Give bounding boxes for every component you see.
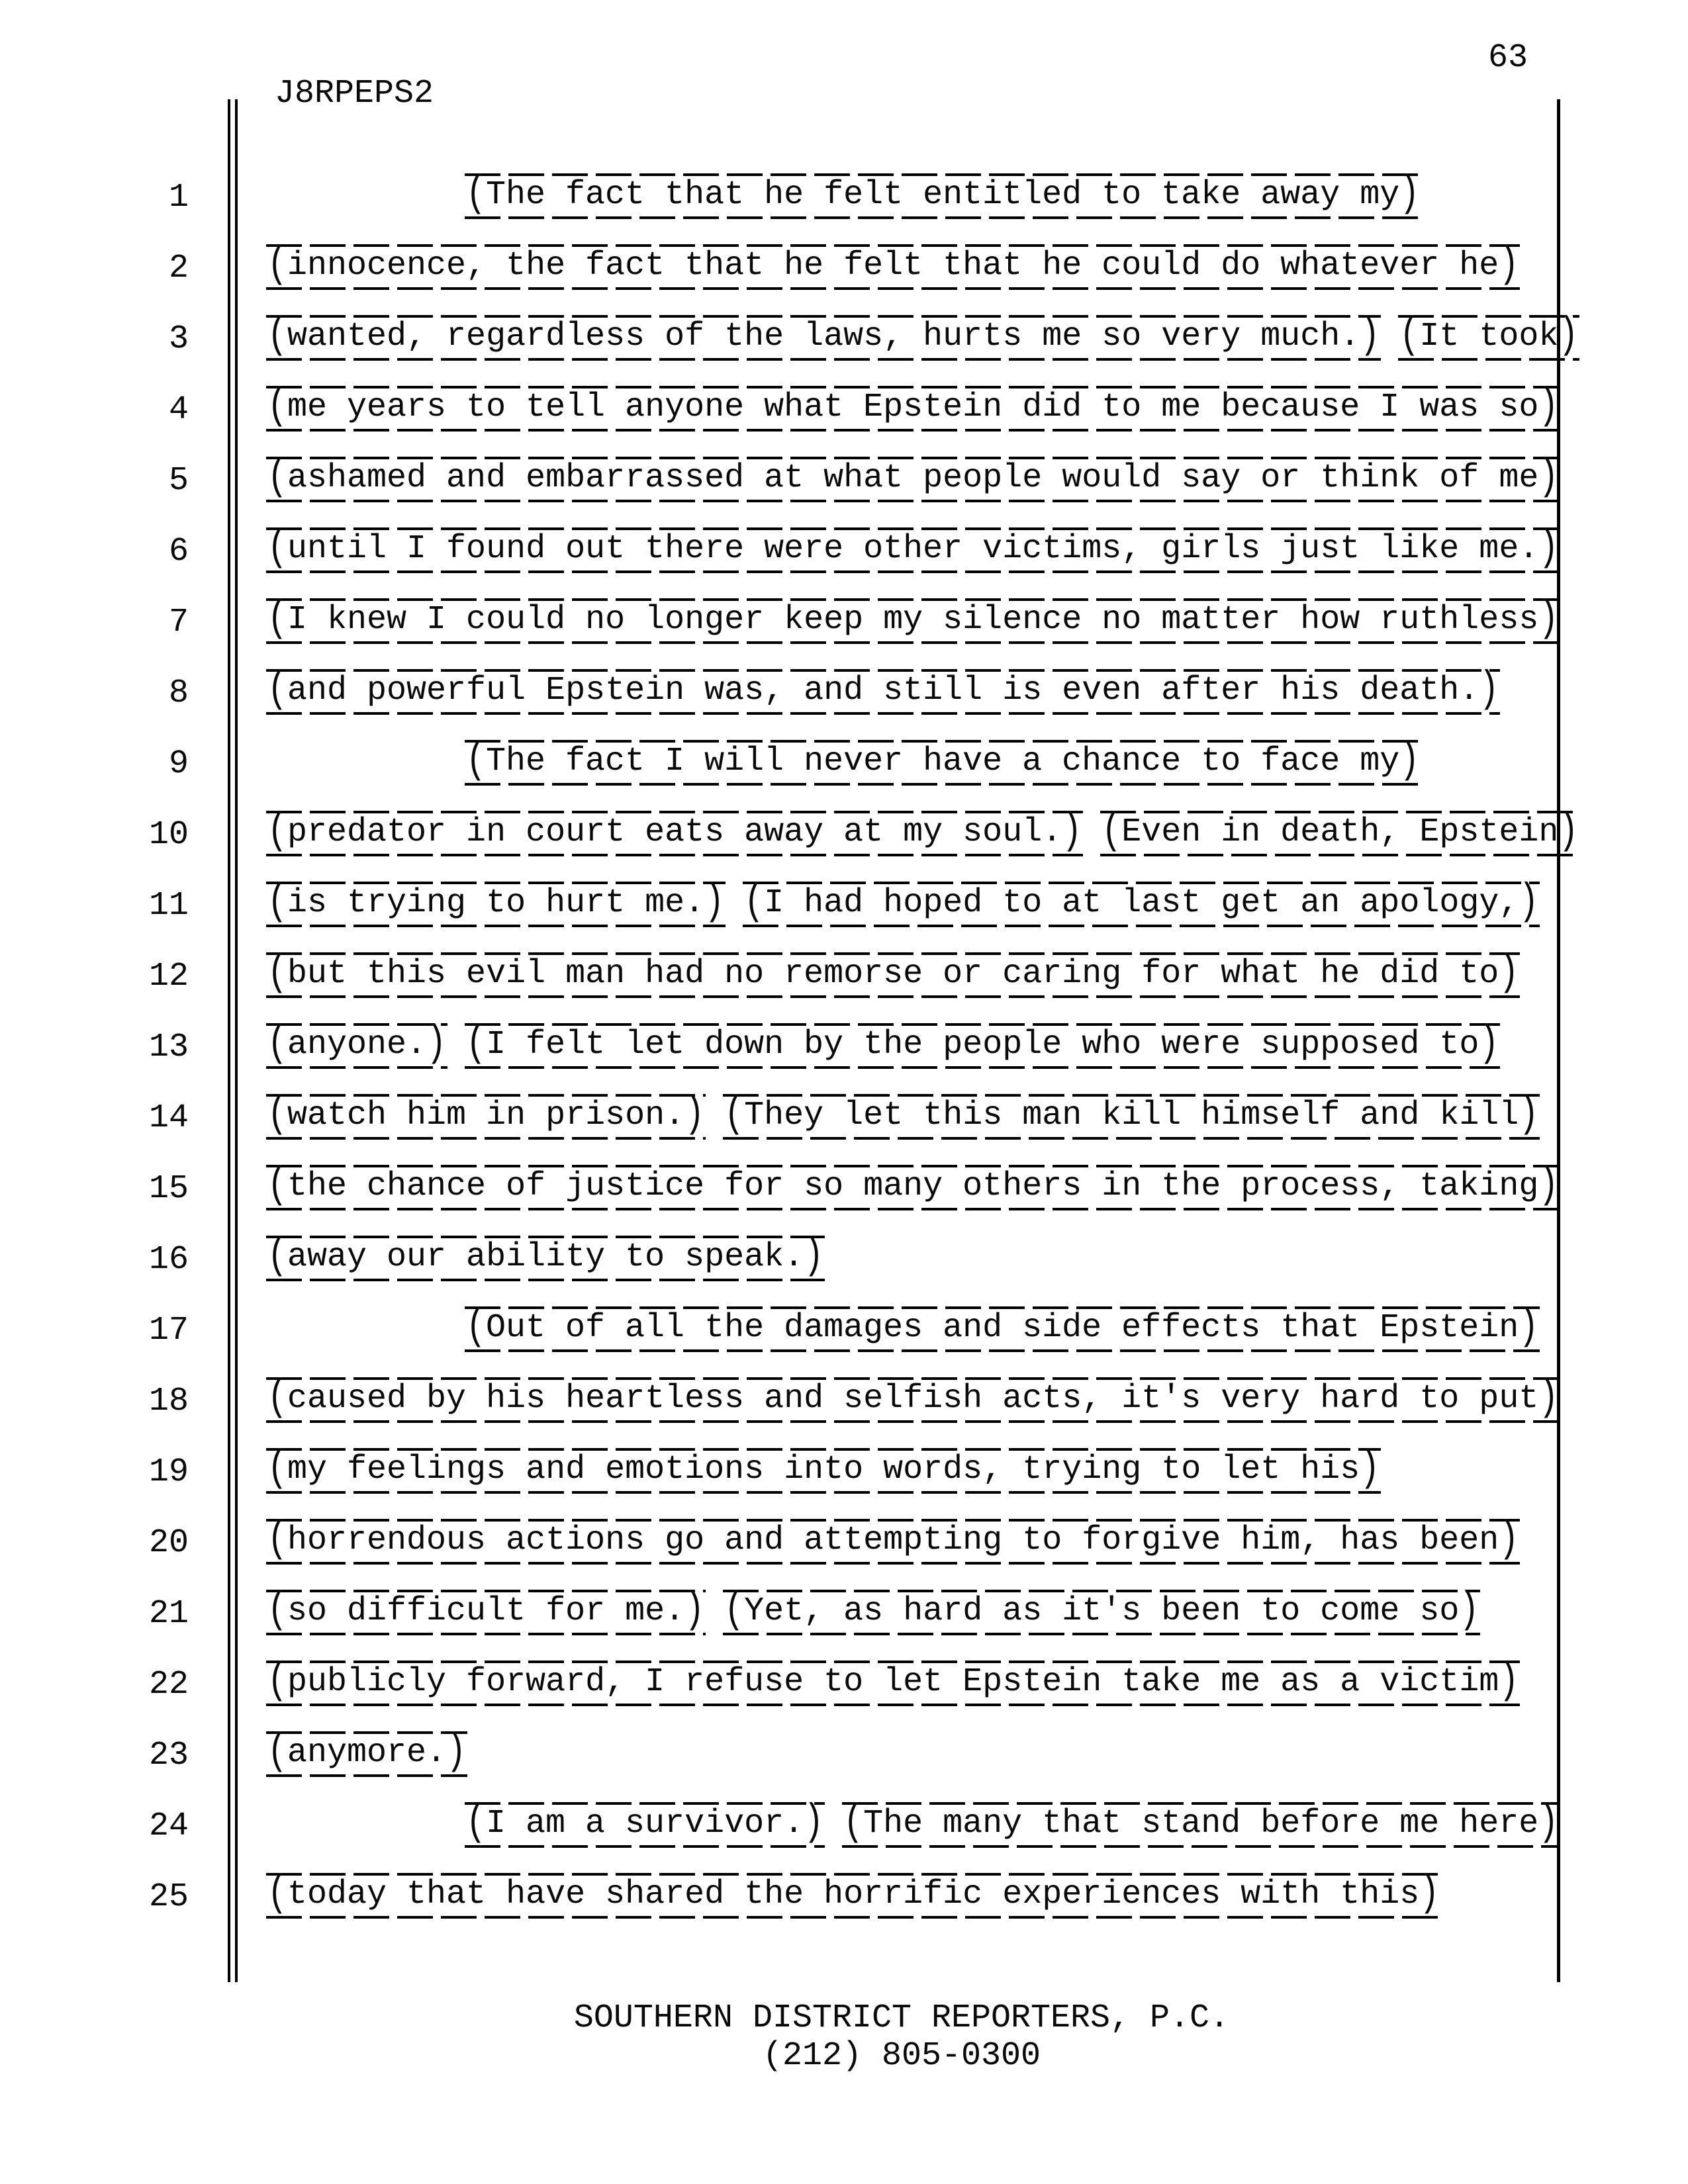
close-paren: ) — [1499, 1656, 1519, 1707]
underlined-passage — [266, 381, 1560, 432]
underlined-passage — [266, 1019, 447, 1069]
passage-text: I knew I could no longer keep my silence no matter how ruthless — [287, 601, 1539, 639]
reporter-footer — [266, 1999, 1537, 2075]
line-number: 1 — [168, 179, 189, 216]
underlined-passage — [266, 806, 1083, 857]
passage-text: The fact I will never have a chance to face my — [486, 743, 1400, 780]
line-text — [266, 1585, 1480, 1636]
open-paren: ( — [267, 664, 288, 715]
line-text — [465, 1797, 1560, 1848]
passage-text: the chance of justice for so many others in the process, taking — [287, 1167, 1539, 1205]
open-paren: ( — [466, 1302, 487, 1353]
passage-text: Yet, as hard as it's been to come so — [744, 1592, 1460, 1630]
open-paren: ( — [466, 735, 487, 786]
close-paren: ) — [1399, 735, 1420, 786]
underlined-passage — [266, 1160, 1560, 1211]
open-paren: ( — [267, 310, 288, 361]
line-text — [266, 1019, 1500, 1069]
underlined-passage — [266, 1656, 1520, 1707]
underlined-passage — [266, 1727, 467, 1778]
line-text — [266, 523, 1560, 574]
line-text — [266, 1656, 1520, 1707]
line-text — [266, 594, 1560, 645]
line-text — [465, 735, 1421, 786]
line-text — [266, 1160, 1560, 1211]
close-paren: ) — [1499, 240, 1519, 291]
passage-text: anyone. — [287, 1026, 427, 1064]
underlined-passage — [723, 1585, 1480, 1636]
line-number: 6 — [168, 533, 189, 570]
line-number: 12 — [148, 958, 189, 995]
line-number: 10 — [148, 816, 189, 854]
underlined-passage — [266, 1443, 1381, 1494]
open-paren: ( — [267, 1160, 288, 1211]
close-paren: ) — [1479, 664, 1499, 715]
open-paren: ( — [267, 1727, 288, 1778]
open-paren: ( — [744, 877, 765, 928]
underlined-passage — [266, 1868, 1440, 1919]
underlined-passage — [266, 1373, 1560, 1424]
line-number: 22 — [148, 1666, 189, 1704]
underlined-passage — [266, 523, 1560, 574]
line-text — [266, 1727, 467, 1778]
line-text — [266, 948, 1520, 999]
close-paren: ) — [1538, 1797, 1559, 1848]
reporter-phone: (212) 805-0300 — [762, 2037, 1041, 2075]
passage-text: me years to tell anyone what Epstein did to me because I was so — [287, 388, 1539, 426]
close-paren: ) — [704, 877, 725, 928]
passage-text: wanted, regardless of the laws, hurts me so very much. — [287, 318, 1360, 355]
close-paren: ) — [684, 1585, 705, 1636]
line-text — [266, 664, 1500, 715]
line-number: 14 — [148, 1099, 189, 1137]
passage-text: Out of all the damages and side effects that Epstein — [486, 1309, 1519, 1347]
close-paren: ) — [1519, 1302, 1539, 1353]
underlined-passage — [266, 594, 1560, 645]
passage-text: It took — [1419, 318, 1559, 355]
underlined-passage — [266, 452, 1560, 503]
underlined-passage — [1100, 806, 1579, 857]
close-paren: ) — [1538, 1373, 1559, 1424]
line-number: 11 — [148, 887, 189, 925]
reporter-name: SOUTHERN DISTRICT REPORTERS, P.C. — [573, 1999, 1230, 2037]
line-text — [266, 1868, 1440, 1919]
passage-text: anymore. — [287, 1734, 447, 1772]
underlined-passage — [842, 1797, 1560, 1848]
underlined-passage — [266, 310, 1381, 361]
passage-text: away our ability to speak. — [287, 1238, 804, 1276]
open-paren: ( — [1102, 806, 1122, 857]
close-paren: ) — [1419, 1868, 1440, 1919]
page-number: 63 — [1488, 39, 1528, 77]
open-paren: ( — [267, 1585, 288, 1636]
passage-text: predator in court eats away at my soul. — [287, 813, 1062, 851]
passage-text: my feelings and emotions into words, trying to let his — [287, 1451, 1360, 1488]
underlined-passage — [266, 877, 726, 928]
close-paren: ) — [1538, 452, 1559, 503]
open-paren: ( — [267, 523, 288, 574]
passage-text: I had hoped to at last get an apology, — [764, 884, 1519, 922]
line-number: 4 — [168, 391, 189, 429]
underlined-passage — [465, 1797, 825, 1848]
close-paren: ) — [804, 1231, 824, 1282]
close-paren: ) — [1519, 877, 1539, 928]
open-paren: ( — [267, 1373, 288, 1424]
underlined-passage — [266, 664, 1500, 715]
line-number: 2 — [168, 250, 189, 287]
open-paren: ( — [1399, 310, 1420, 361]
open-paren: ( — [267, 1656, 288, 1707]
line-number: 15 — [148, 1170, 189, 1208]
line-number: 25 — [148, 1878, 189, 1916]
underlined-passage — [266, 1585, 706, 1636]
line-number: 19 — [148, 1453, 189, 1491]
passage-text: horrendous actions go and attempting to forgive him, has been — [287, 1522, 1499, 1559]
passage-text: caused by his heartless and selfish acts, it's very hard to put — [287, 1380, 1539, 1418]
close-paren: ) — [1558, 806, 1579, 857]
passage-text: innocence, the fact that he felt that he could do whatever he — [287, 247, 1499, 285]
open-paren: ( — [267, 1019, 288, 1069]
close-paren: ) — [1499, 1514, 1519, 1565]
open-paren: ( — [267, 240, 288, 291]
open-paren: ( — [724, 1089, 745, 1140]
line-text — [465, 1302, 1540, 1353]
close-paren: ) — [1479, 1019, 1499, 1069]
line-text — [266, 381, 1560, 432]
close-paren: ) — [684, 1089, 705, 1140]
line-number: 3 — [168, 320, 189, 358]
passage-text: watch him in prison. — [287, 1097, 685, 1134]
open-paren: ( — [843, 1797, 864, 1848]
passage-text: Even in death, Epstein — [1121, 813, 1559, 851]
open-paren: ( — [267, 452, 288, 503]
line-number: 21 — [148, 1595, 189, 1633]
line-number: 7 — [168, 604, 189, 641]
line-number: 13 — [148, 1028, 189, 1066]
open-paren: ( — [267, 1231, 288, 1282]
line-text — [266, 1443, 1381, 1494]
underlined-passage — [266, 1089, 706, 1140]
passage-text: They let this man kill himself and kill — [744, 1097, 1519, 1134]
passage-text: ashamed and embarrassed at what people would say or think of me — [287, 459, 1539, 497]
passage-text: The fact that he felt entitled to take away my — [486, 176, 1400, 214]
open-paren: ( — [267, 594, 288, 645]
close-paren: ) — [1538, 381, 1559, 432]
underlined-passage — [743, 877, 1540, 928]
line-text — [266, 877, 1540, 928]
close-paren: ) — [804, 1797, 824, 1848]
close-paren: ) — [1360, 310, 1380, 361]
open-paren: ( — [267, 1868, 288, 1919]
close-paren: ) — [1538, 594, 1559, 645]
passage-text: The many that stand before me here — [863, 1805, 1539, 1843]
line-text — [266, 1231, 825, 1282]
open-paren: ( — [267, 1514, 288, 1565]
close-paren: ) — [1519, 1089, 1539, 1140]
header-code: J8RPEPS2 — [275, 75, 434, 113]
line-number: 24 — [148, 1807, 189, 1845]
close-paren: ) — [1558, 310, 1579, 361]
line-number: 23 — [148, 1737, 189, 1774]
passage-text: publicly forward, I refuse to let Epstein take me as a victim — [287, 1663, 1499, 1701]
open-paren: ( — [267, 381, 288, 432]
line-number: 5 — [168, 462, 189, 500]
underlined-passage — [465, 169, 1421, 220]
close-paren: ) — [1062, 806, 1082, 857]
line-text — [266, 1373, 1560, 1424]
open-paren: ( — [267, 948, 288, 999]
open-paren: ( — [267, 806, 288, 857]
line-text — [266, 1514, 1520, 1565]
passage-text: I felt let down by the people who were supposed to — [486, 1026, 1479, 1064]
underlined-passage — [465, 1302, 1540, 1353]
open-paren: ( — [267, 1089, 288, 1140]
line-text — [266, 240, 1520, 291]
open-paren: ( — [724, 1585, 745, 1636]
line-text — [266, 310, 1579, 361]
passage-text: until I found out there were other victims, girls just like me. — [287, 530, 1539, 568]
open-paren: ( — [267, 877, 288, 928]
line-number: 17 — [148, 1312, 189, 1349]
passage-text: today that have shared the horrific experiences with this — [287, 1876, 1420, 1913]
open-paren: ( — [466, 1797, 487, 1848]
close-paren: ) — [446, 1727, 467, 1778]
passage-text: I am a survivor. — [486, 1805, 804, 1843]
left-margin-double-rule — [228, 99, 238, 1982]
open-paren: ( — [267, 1443, 288, 1494]
line-number: 16 — [148, 1241, 189, 1279]
line-text — [266, 452, 1560, 503]
open-paren: ( — [466, 169, 487, 220]
underlined-passage — [723, 1089, 1540, 1140]
close-paren: ) — [1538, 523, 1559, 574]
underlined-passage — [465, 735, 1421, 786]
line-text — [266, 806, 1579, 857]
underlined-passage — [266, 240, 1520, 291]
underlined-passage — [266, 948, 1520, 999]
underlined-passage — [266, 1514, 1520, 1565]
line-number: 8 — [168, 674, 189, 712]
line-number: 20 — [148, 1524, 189, 1562]
underlined-passage — [266, 1231, 825, 1282]
underlined-passage — [465, 1019, 1500, 1069]
close-paren: ) — [1538, 1160, 1559, 1211]
close-paren: ) — [1360, 1443, 1380, 1494]
close-paren: ) — [426, 1019, 447, 1069]
passage-text: is trying to hurt me. — [287, 884, 705, 922]
line-number: 9 — [168, 745, 189, 783]
line-number: 18 — [148, 1383, 189, 1420]
underlined-passage — [1398, 310, 1579, 361]
passage-text: but this evil man had no remorse or caring for what he did to — [287, 955, 1499, 993]
open-paren: ( — [466, 1019, 487, 1069]
line-text — [465, 169, 1421, 220]
close-paren: ) — [1499, 948, 1519, 999]
line-text — [266, 1089, 1540, 1140]
close-paren: ) — [1459, 1585, 1479, 1636]
passage-text: and powerful Epstein was, and still is even after his death. — [287, 672, 1479, 709]
close-paren: ) — [1399, 169, 1420, 220]
passage-text: so difficult for me. — [287, 1592, 685, 1630]
